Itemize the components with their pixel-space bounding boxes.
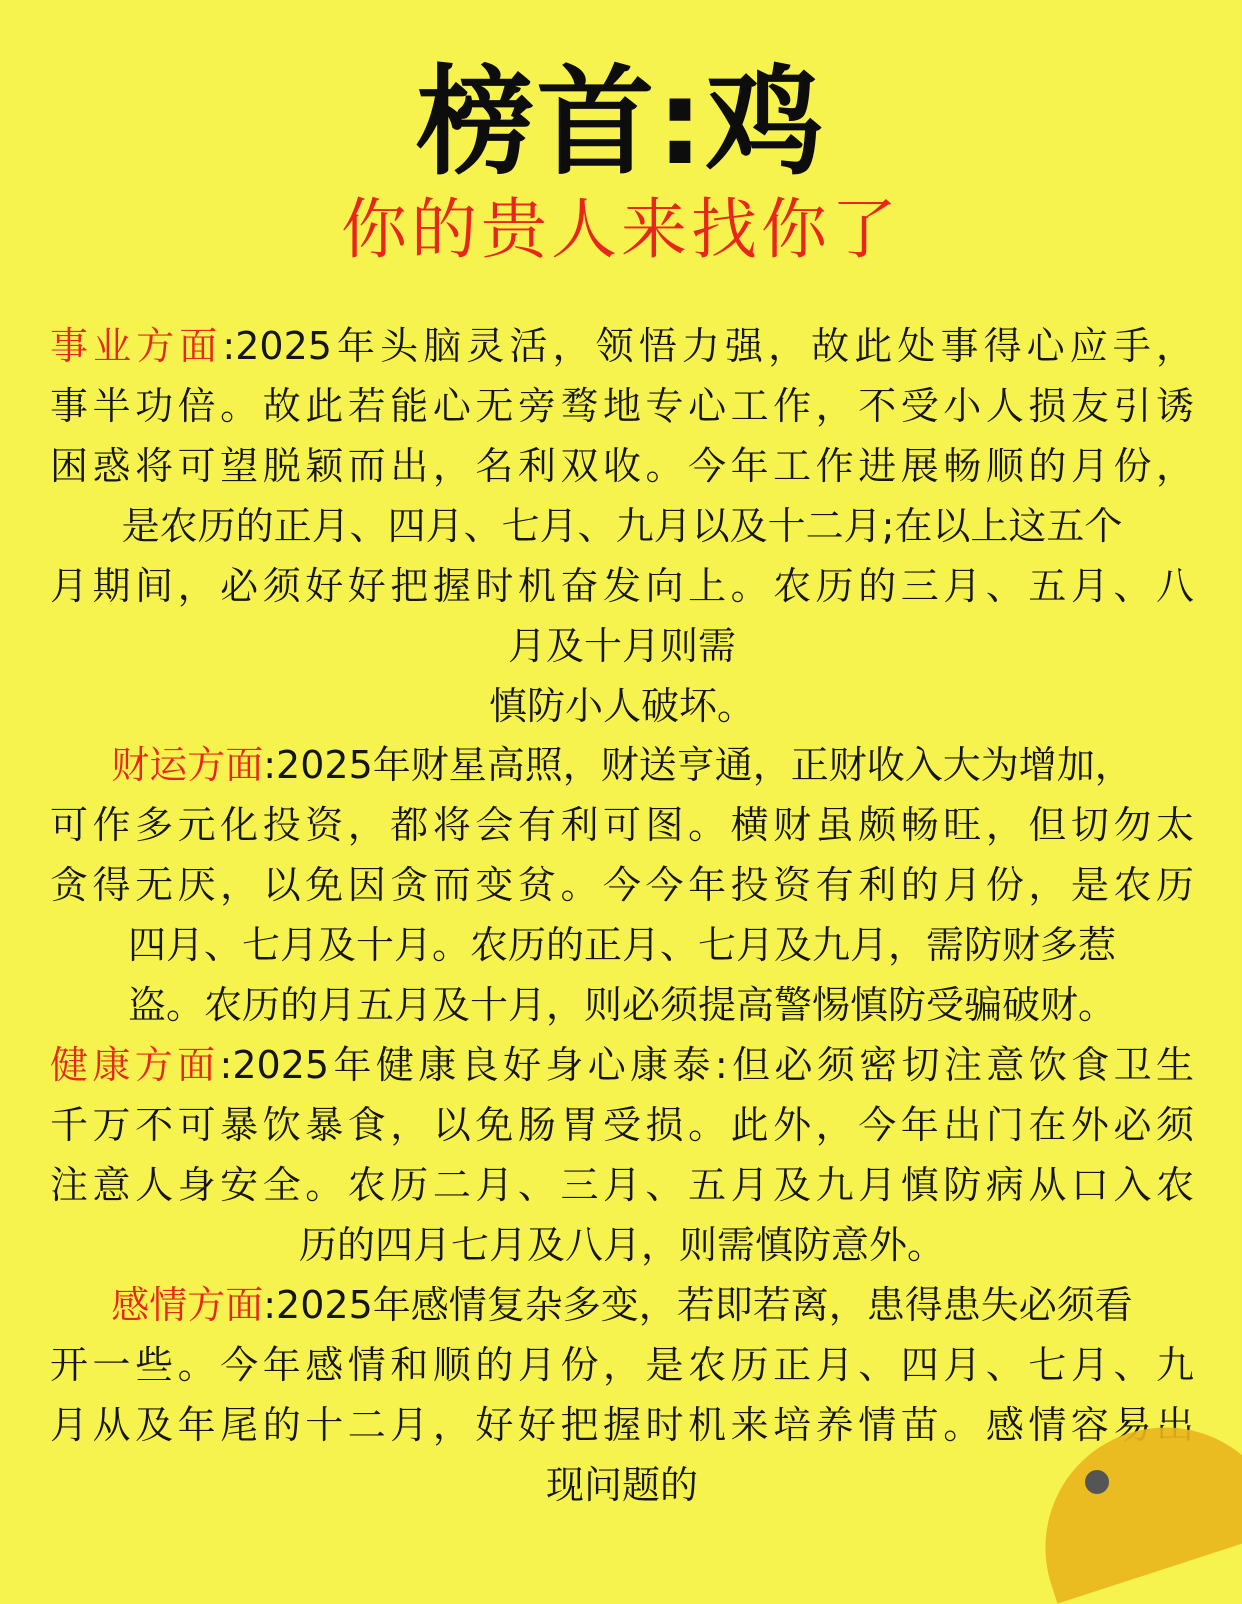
- corner-dot-icon: [1085, 1470, 1109, 1494]
- career-line-4: 是农历的正月、四月、七月、九月以及十二月;在以上这五个: [121, 504, 1123, 548]
- love-line-4: 现问题的: [545, 1463, 698, 1507]
- career-text-1: :2025年头脑灵活，领悟力强，故此处事得心应手，: [222, 324, 1194, 368]
- love-text-1: :2025年感情复杂多变，若即若离，患得患失必须看: [263, 1283, 1133, 1327]
- love-section: [50, 1275, 1194, 1515]
- love-label: 感情方面: [111, 1283, 264, 1327]
- page-subtitle: 你的贵人来找你了: [341, 191, 901, 268]
- career-section: [50, 316, 1194, 736]
- career-line-6: 月及十月则需: [507, 624, 736, 668]
- wealth-line-2: 可作多元化投资，都将会有利可图。横财虽颇畅旺，但切勿太: [50, 803, 1194, 847]
- wealth-line-5: 盗。农历的月五月及十月，则必须提高警惕慎防受骗破财。: [127, 983, 1116, 1027]
- love-line-2: 开一些。今年感情和顺的月份，是农历正月、四月、七月、九: [50, 1343, 1194, 1387]
- career-line-7: 慎防小人破坏。: [488, 684, 755, 728]
- career-label: 事业方面: [50, 324, 223, 368]
- page-title: 榜首:鸡: [416, 53, 826, 191]
- health-text-1: :2025年健康良好身心康泰:但必须密切注意饮食卫生: [219, 1043, 1194, 1087]
- wealth-line-1: [50, 735, 1194, 795]
- wealth-section: [50, 735, 1194, 1035]
- health-line-2: 千万不可暴饮暴食，以免肠胃受损。此外，今年出门在外必须: [50, 1103, 1194, 1147]
- wealth-line-4: 四月、七月及十月。农历的正月、七月及九月，需防财多惹: [127, 923, 1116, 967]
- career-line-2: 事半功倍。故此若能心无旁骛地专心工作，不受小人损友引诱: [50, 384, 1194, 428]
- health-section: [50, 1035, 1194, 1275]
- love-line-1: [50, 1275, 1194, 1335]
- career-line-5: 月期间，必须好好把握时机奋发向上。农历的三月、五月、八: [50, 564, 1194, 608]
- career-line-1: [50, 316, 1194, 376]
- health-label: 健康方面: [50, 1043, 220, 1087]
- wealth-label: 财运方面: [111, 743, 264, 787]
- career-line-3: 困惑将可望脱颖而出，名利双收。今年工作进展畅顺的月份，: [50, 444, 1194, 488]
- health-line-1: [50, 1035, 1194, 1095]
- wealth-line-3: 贪得无厌，以免因贪而变贫。今今年投资有利的月份，是农历: [50, 863, 1194, 907]
- love-line-3: 月从及年尾的十二月，好好把握时机来培养情苗。感情容易出: [50, 1403, 1194, 1447]
- wealth-text-1: :2025年财星高照，财送亨通，正财收入大为增加，: [263, 743, 1133, 787]
- health-line-4: 历的四月七月及八月，则需慎防意外。: [298, 1223, 945, 1267]
- health-line-3: 注意人身安全。农历二月、三月、五月及九月慎防病从口入农: [50, 1163, 1194, 1207]
